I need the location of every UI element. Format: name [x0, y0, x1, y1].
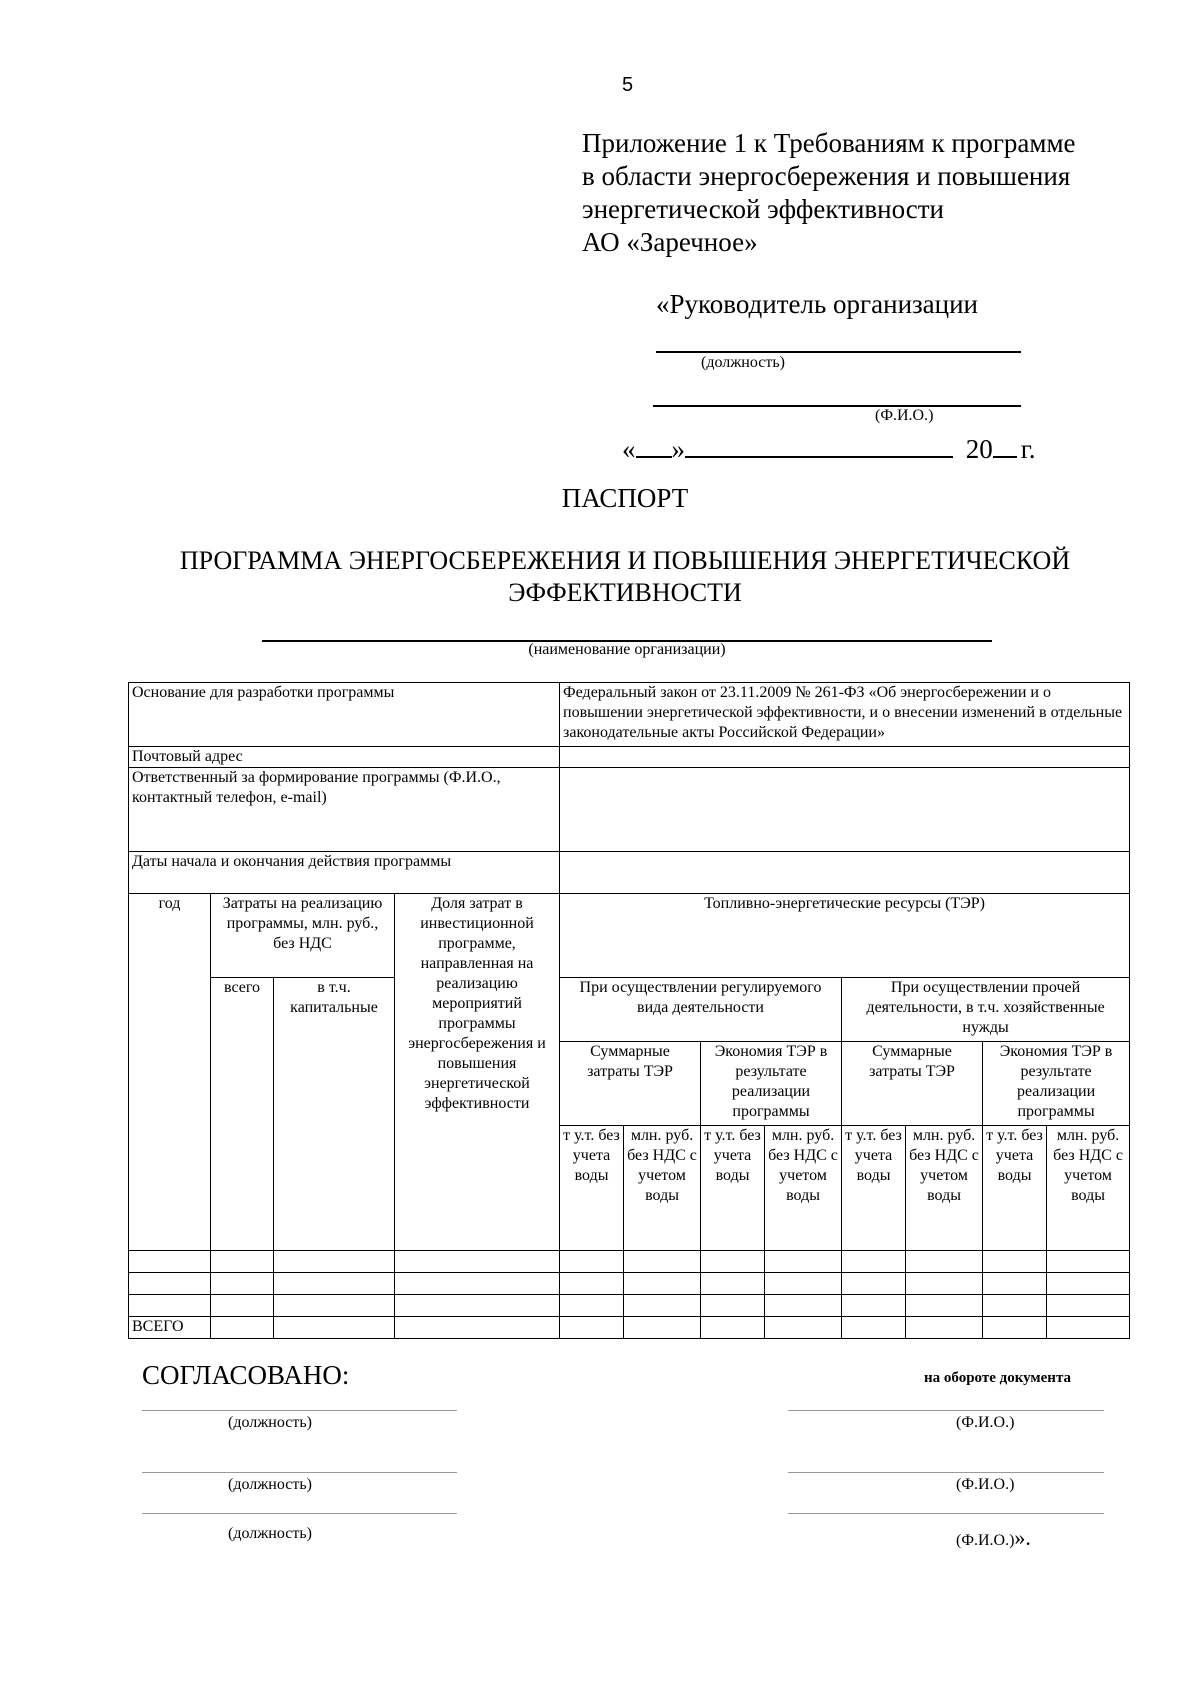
appendix-line: в области энергосбережения и повышения	[582, 161, 1071, 191]
agreed-position-label: (должность)	[228, 1476, 312, 1493]
agreed-fio-text: (Ф.И.О.)	[956, 1532, 1015, 1549]
appendix-line: энергетической эффективности	[582, 194, 944, 224]
agreed-fio-label: (Ф.И.О.)	[956, 1414, 1015, 1431]
date-close-quote: »	[671, 434, 685, 464]
agreed-position-label: (должность)	[228, 1525, 312, 1542]
agreed-position-line[interactable]	[142, 1472, 457, 1473]
agreed-position-line[interactable]	[142, 1410, 457, 1411]
responsible-value-cell[interactable]	[560, 768, 1130, 852]
program-title-line: ЭФФЕКТИВНОСТИ	[508, 578, 742, 607]
basis-label: Основание для разработки программы	[129, 683, 560, 747]
passport-title: ПАСПОРТ	[561, 483, 689, 513]
basis-value: Федеральный закон от 23.11.2009 № 261-ФЗ «Об энергосбережении и о повышении энергетической эффективности, и о внесении изменений в отдельные законодательные акты Российской Федерации»	[560, 683, 1130, 747]
appendix-line: АО «Заречное»	[582, 227, 758, 257]
unit-rub: млн. руб. без НДС с учетом воды	[906, 1126, 983, 1251]
total-row-label: ВСЕГО	[129, 1317, 211, 1339]
share-header: Доля затрат в инвестиционной программе, направленная на реализацию мероприятий программы энергосбережения и повышения энергетической эффективности	[395, 894, 560, 1251]
agreed-fio-line[interactable]	[788, 1472, 1104, 1473]
agreed-fio-label-last	[956, 1525, 1031, 1551]
approval-head: «Руководитель организации	[656, 289, 979, 319]
table-row	[129, 1273, 1130, 1295]
regulated-economy-header: Экономия ТЭР в результате реализации программы	[701, 1042, 842, 1126]
year-header: год	[129, 894, 211, 1251]
total-costs-header: всего	[211, 978, 274, 1251]
agreed-fio-line[interactable]	[788, 1513, 1104, 1514]
responsible-label: Ответственный за формирование программы (Ф.И.О., контактный телефон, e-mail)	[129, 768, 560, 852]
unit-rub: млн. руб. без НДС с учетом воды	[624, 1126, 701, 1251]
year-field[interactable]	[993, 430, 1017, 458]
regulated-activity-header: При осуществлении регулируемого вида деятельности	[560, 978, 842, 1042]
other-economy-header: Экономия ТЭР в результате реализации программы	[983, 1042, 1130, 1126]
unit-tut: т у.т. без учета воды	[560, 1126, 624, 1251]
program-title-line: ПРОГРАММА ЭНЕРГОСБЕРЕЖЕНИЯ И ПОВЫШЕНИЯ ЭНЕРГЕТИЧЕСКОЙ	[179, 546, 1071, 575]
agreed-position-label: (должность)	[228, 1414, 312, 1431]
appendix-header	[582, 127, 1076, 259]
day-field[interactable]	[636, 430, 672, 458]
postal-value-cell[interactable]	[560, 747, 1130, 768]
year-prefix: 20	[965, 434, 993, 464]
unit-tut: т у.т. без учета воды	[983, 1126, 1047, 1251]
appendix-line: Приложение 1 к Требованиям к программе	[582, 128, 1076, 158]
capital-costs-header: в т.ч. капитальные	[274, 978, 395, 1251]
table-row	[129, 1295, 1130, 1317]
postal-label: Почтовый адрес	[129, 747, 560, 768]
page-number: 5	[622, 74, 634, 96]
ter-header: Топливно-энергетические ресурсы (ТЭР)	[560, 894, 1130, 978]
approval-date	[622, 430, 1036, 465]
month-field[interactable]	[685, 430, 953, 458]
table-row	[129, 1251, 1130, 1273]
dates-value-cell[interactable]	[560, 852, 1130, 894]
date-open-quote: «	[622, 434, 636, 464]
passport-table	[128, 682, 1130, 1339]
dates-label: Даты начала и окончания действия программы	[129, 852, 560, 894]
unit-tut: т у.т. без учета воды	[701, 1126, 765, 1251]
agreed-position-line[interactable]	[142, 1513, 457, 1514]
agreed-fio-label: (Ф.И.О.)	[956, 1476, 1015, 1493]
total-row	[129, 1317, 1130, 1339]
fio-label: (Ф.И.О.)	[875, 407, 934, 424]
other-sum-costs-header: Суммарные затраты ТЭР	[842, 1042, 983, 1126]
organization-name-label: (наименование организации)	[528, 641, 726, 658]
unit-tut: т у.т. без учета воды	[842, 1126, 906, 1251]
program-title	[120, 545, 1130, 609]
costs-header: Затраты на реализацию программы, млн. руб., без НДС	[211, 894, 395, 978]
unit-rub: млн. руб. без НДС с учетом воды	[765, 1126, 842, 1251]
position-label: (должность)	[701, 354, 785, 371]
agreed-fio-line[interactable]	[788, 1410, 1104, 1411]
position-signature-line[interactable]	[656, 351, 1021, 353]
reverse-side-note: на обороте документа	[924, 1370, 1072, 1386]
agreed-title: СОГЛАСОВАНО:	[142, 1360, 350, 1390]
closing-quote: ».	[1014, 1525, 1031, 1550]
regulated-sum-costs-header: Суммарные затраты ТЭР	[560, 1042, 701, 1126]
other-activity-header: При осуществлении прочей деятельности, в т.ч. хозяйственные нужды	[842, 978, 1130, 1042]
unit-rub: млн. руб. без НДС с учетом воды	[1047, 1126, 1130, 1251]
fio-signature-line[interactable]	[653, 405, 1021, 407]
year-suffix: г.	[1020, 434, 1036, 464]
